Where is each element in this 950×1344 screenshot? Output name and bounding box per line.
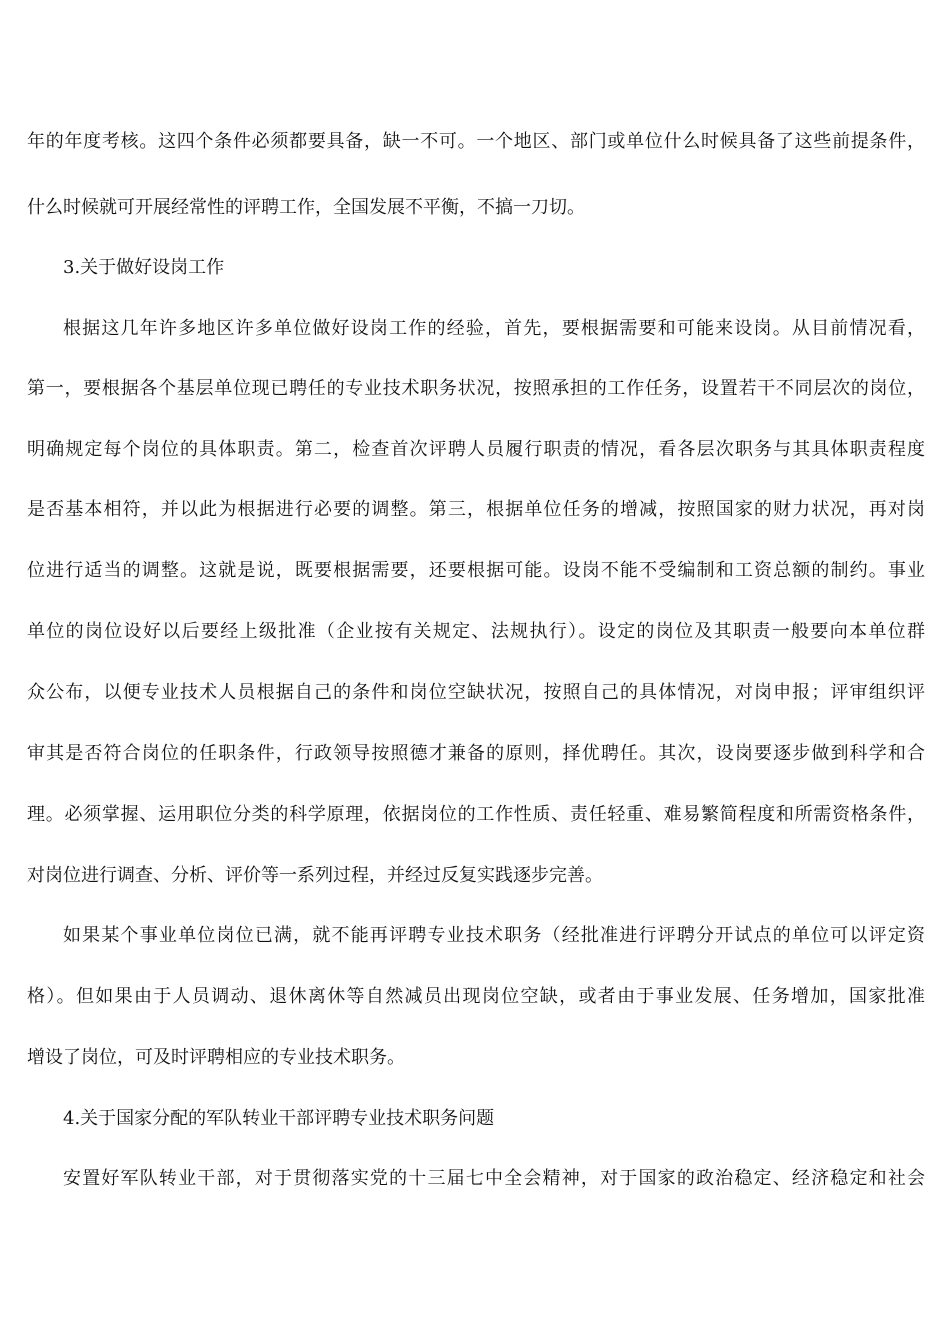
text-line: 位进行适当的调整。这就是说，既要根据需要，还要根据可能。设岗不能不受编制和工资总额的制约。事业 (27, 560, 925, 581)
text-line: 单位的岗位设好以后要经上级批准（企业按有关规定、法规执行）。设定的岗位及其职责一般要向本单位群 (27, 621, 925, 642)
text-line: 众公布，以便专业技术人员根据自己的条件和岗位空缺状况，按照自己的具体情况，对岗申报；评审组织评 (27, 682, 925, 703)
text-line: 明确规定每个岗位的具体职责。第二，检查首次评聘人员履行职责的情况，看各层次职务与其具体职责程度 (27, 439, 925, 460)
section-heading: 4.关于国家分配的军队转业干部评聘专业技术职务问题 (63, 1108, 495, 1129)
text-line: 如果某个事业单位岗位已满，就不能再评聘专业技术职务（经批准进行评聘分开试点的单位可以评定资 (63, 925, 925, 946)
text-line: 第一，要根据各个基层单位现已聘任的专业技术职务状况，按照承担的工作任务，设置若干不同层次的岗位， (27, 378, 925, 399)
text-line: 安置好军队转业干部，对于贯彻落实党的十三届七中全会精神，对于国家的政治稳定、经济稳定和社会 (63, 1168, 925, 1189)
section-heading: 3.关于做好设岗工作 (63, 257, 225, 278)
text-line: 是否基本相符，并以此为根据进行必要的调整。第三，根据单位任务的增减，按照国家的财力状况，再对岗 (27, 499, 925, 520)
text-line: 什么时候就可开展经常性的评聘工作，全国发展不平衡，不搞一刀切。 (27, 197, 585, 218)
text-line: 理。必须掌握、运用职位分类的科学原理，依据岗位的工作性质、责任轻重、难易繁简程度和所需资格条件， (27, 804, 925, 825)
text-line: 根据这几年许多地区许多单位做好设岗工作的经验，首先，要根据需要和可能来设岗。从目前情况看， (63, 318, 925, 339)
text-line: 审其是否符合岗位的任职条件，行政领导按照德才兼备的原则，择优聘任。其次，设岗要逐步做到科学和合 (27, 743, 925, 764)
text-line: 增设了岗位，可及时评聘相应的专业技术职务。 (27, 1047, 405, 1068)
text-line: 格）。但如果由于人员调动、退休离休等自然减员出现岗位空缺，或者由于事业发展、任务增加，国家批准 (27, 986, 925, 1007)
text-line: 对岗位进行调查、分析、评价等一系列过程，并经过反复实践逐步完善。 (27, 865, 603, 886)
text-line: 年的年度考核。这四个条件必须都要具备，缺一不可。一个地区、部门或单位什么时候具备了这些前提条件， (27, 131, 925, 152)
